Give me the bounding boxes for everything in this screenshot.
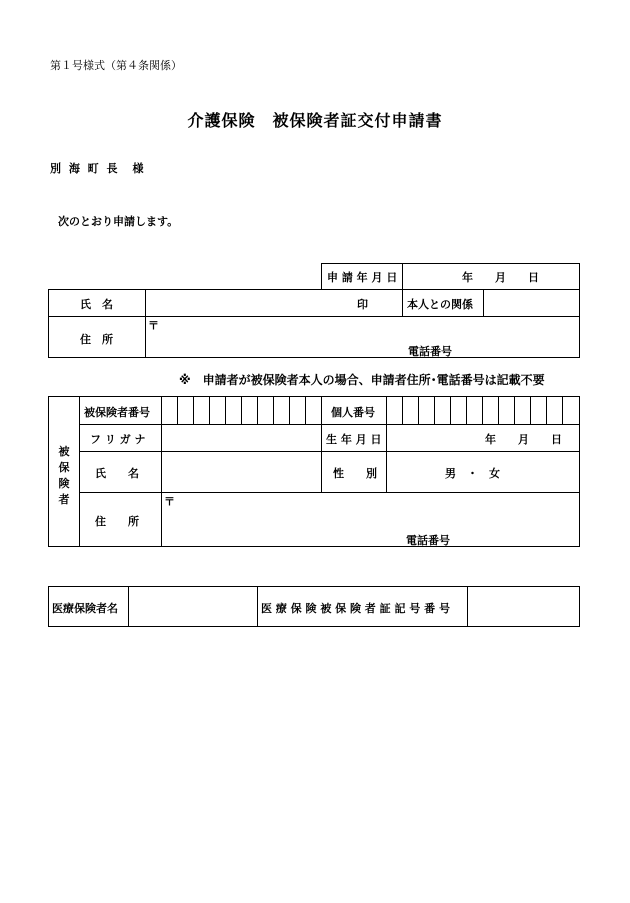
insured-name-label: 氏 名 <box>95 467 139 480</box>
medical-number-field[interactable] <box>468 587 579 626</box>
insured-postal-mark: 〒 <box>164 495 175 508</box>
medical-insurer-label: 医療保険者名 <box>52 602 118 615</box>
furigana-field[interactable] <box>162 425 320 450</box>
furigana-label: フ リ ガ ナ <box>90 433 146 446</box>
application-date-field[interactable]: 年 月 日 <box>462 271 539 284</box>
sex-field[interactable]: 男 ・ 女 <box>445 467 500 480</box>
relation-label: 本人との関係 <box>407 298 473 311</box>
insured-section-label: 被 保 険 者 <box>58 445 70 506</box>
intro-text: 次のとおり申請します。 <box>58 215 179 228</box>
personal-number-label: 個人番号 <box>331 406 375 419</box>
insured-address-label: 住 所 <box>95 515 139 528</box>
applicant-address-field[interactable] <box>146 317 579 357</box>
page-title: 介護保険 被保険者証交付申請書 <box>187 111 443 130</box>
applicant-address-label: 住 所 <box>80 333 113 346</box>
insured-phone-label: 電話番号 <box>406 534 450 547</box>
insured-name-field[interactable] <box>162 452 320 491</box>
applicant-name-label: 氏 名 <box>80 298 113 311</box>
sex-label: 性 別 <box>333 467 377 480</box>
form-number: 第１号様式（第４条関係） <box>50 59 182 72</box>
medical-insurer-field[interactable] <box>129 587 256 626</box>
seal-mark: 印 <box>357 298 368 311</box>
postal-mark: 〒 <box>148 319 159 332</box>
insured-number-label: 被保険者番号 <box>84 406 150 419</box>
relation-field[interactable] <box>484 290 579 315</box>
applicant-phone-label: 電話番号 <box>408 345 452 358</box>
medical-number-label: 医 療 保 険 被 保 険 者 証 記 号 番 号 <box>261 602 450 615</box>
birthdate-label: 生 年 月 日 <box>326 433 382 446</box>
insured-number-field[interactable] <box>162 397 320 423</box>
addressee: 別 海 町 長 様 <box>50 162 146 175</box>
birthdate-field[interactable]: 年 月 日 <box>485 433 562 446</box>
note-text: ※ 申請者が被保険者本人の場合、申請者住所･電話番号は記載不要 <box>179 373 545 387</box>
insured-address-field[interactable] <box>162 493 579 546</box>
application-date-label: 申 請 年 月 日 <box>327 271 398 284</box>
personal-number-field[interactable] <box>387 397 579 423</box>
